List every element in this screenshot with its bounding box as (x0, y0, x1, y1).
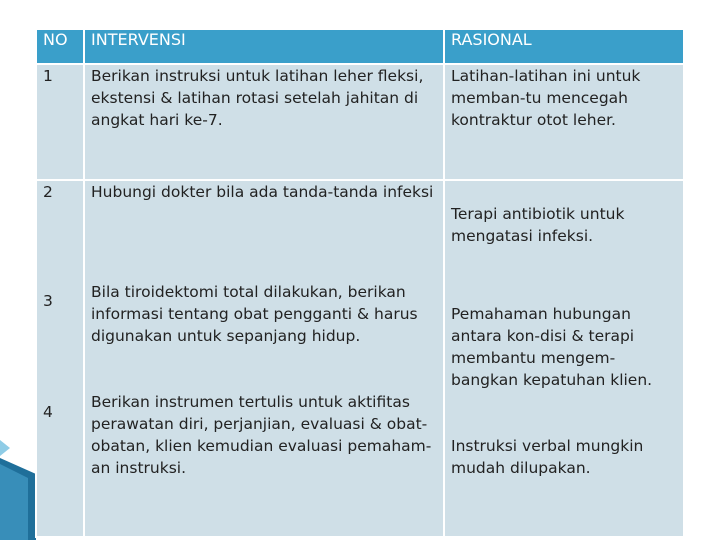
header-no: NO (36, 29, 84, 64)
rasional-cell (444, 180, 684, 537)
table-row (36, 180, 684, 537)
rasional-text: Instruksi verbal mungkin mudah dilupakan. (451, 437, 644, 477)
table-header-row (36, 29, 684, 64)
header-rasional: RASIONAL (444, 29, 684, 64)
intervensi-cell (84, 180, 444, 537)
row-number: 2 (43, 183, 53, 201)
rasional-text: Terapi antibiotik untuk mengatasi infeksi. (451, 205, 625, 245)
table-row (36, 64, 684, 180)
header-intervensi: INTERVENSI (84, 29, 444, 64)
rasional-cell: Latihan-latihan ini untuk memban-tu mencegah kontraktur otot leher. (444, 64, 684, 180)
row-number-cell (36, 180, 84, 537)
row-number: 4 (43, 403, 53, 421)
corner-decoration (0, 440, 40, 540)
row-number: 1 (36, 64, 84, 180)
intervensi-cell: Berikan instruksi untuk latihan leher fleksi, ekstensi & latihan rotasi setelah jahitan di angkat hari ke-7. (84, 64, 444, 180)
row-number: 3 (43, 292, 53, 310)
rasional-text: Pemahaman hubungan antara kon-disi & terapi membantu mengem-bangkan kepatuhan klien. (451, 305, 653, 389)
intervensi-text: Bila tiroidektomi total dilakukan, berikan informasi tentang obat pengganti & harus digunakan untuk sepanjang hidup. (91, 283, 418, 345)
intervention-table (35, 28, 685, 538)
intervensi-text: Hubungi dokter bila ada tanda-tanda infeksi (91, 183, 434, 201)
intervensi-text: Berikan instrumen tertulis untuk aktifitas perawatan diri, perjanjian, evaluasi & obat-obatan, klien kemudian evaluasi pemaham-an instruksi. (91, 393, 432, 477)
